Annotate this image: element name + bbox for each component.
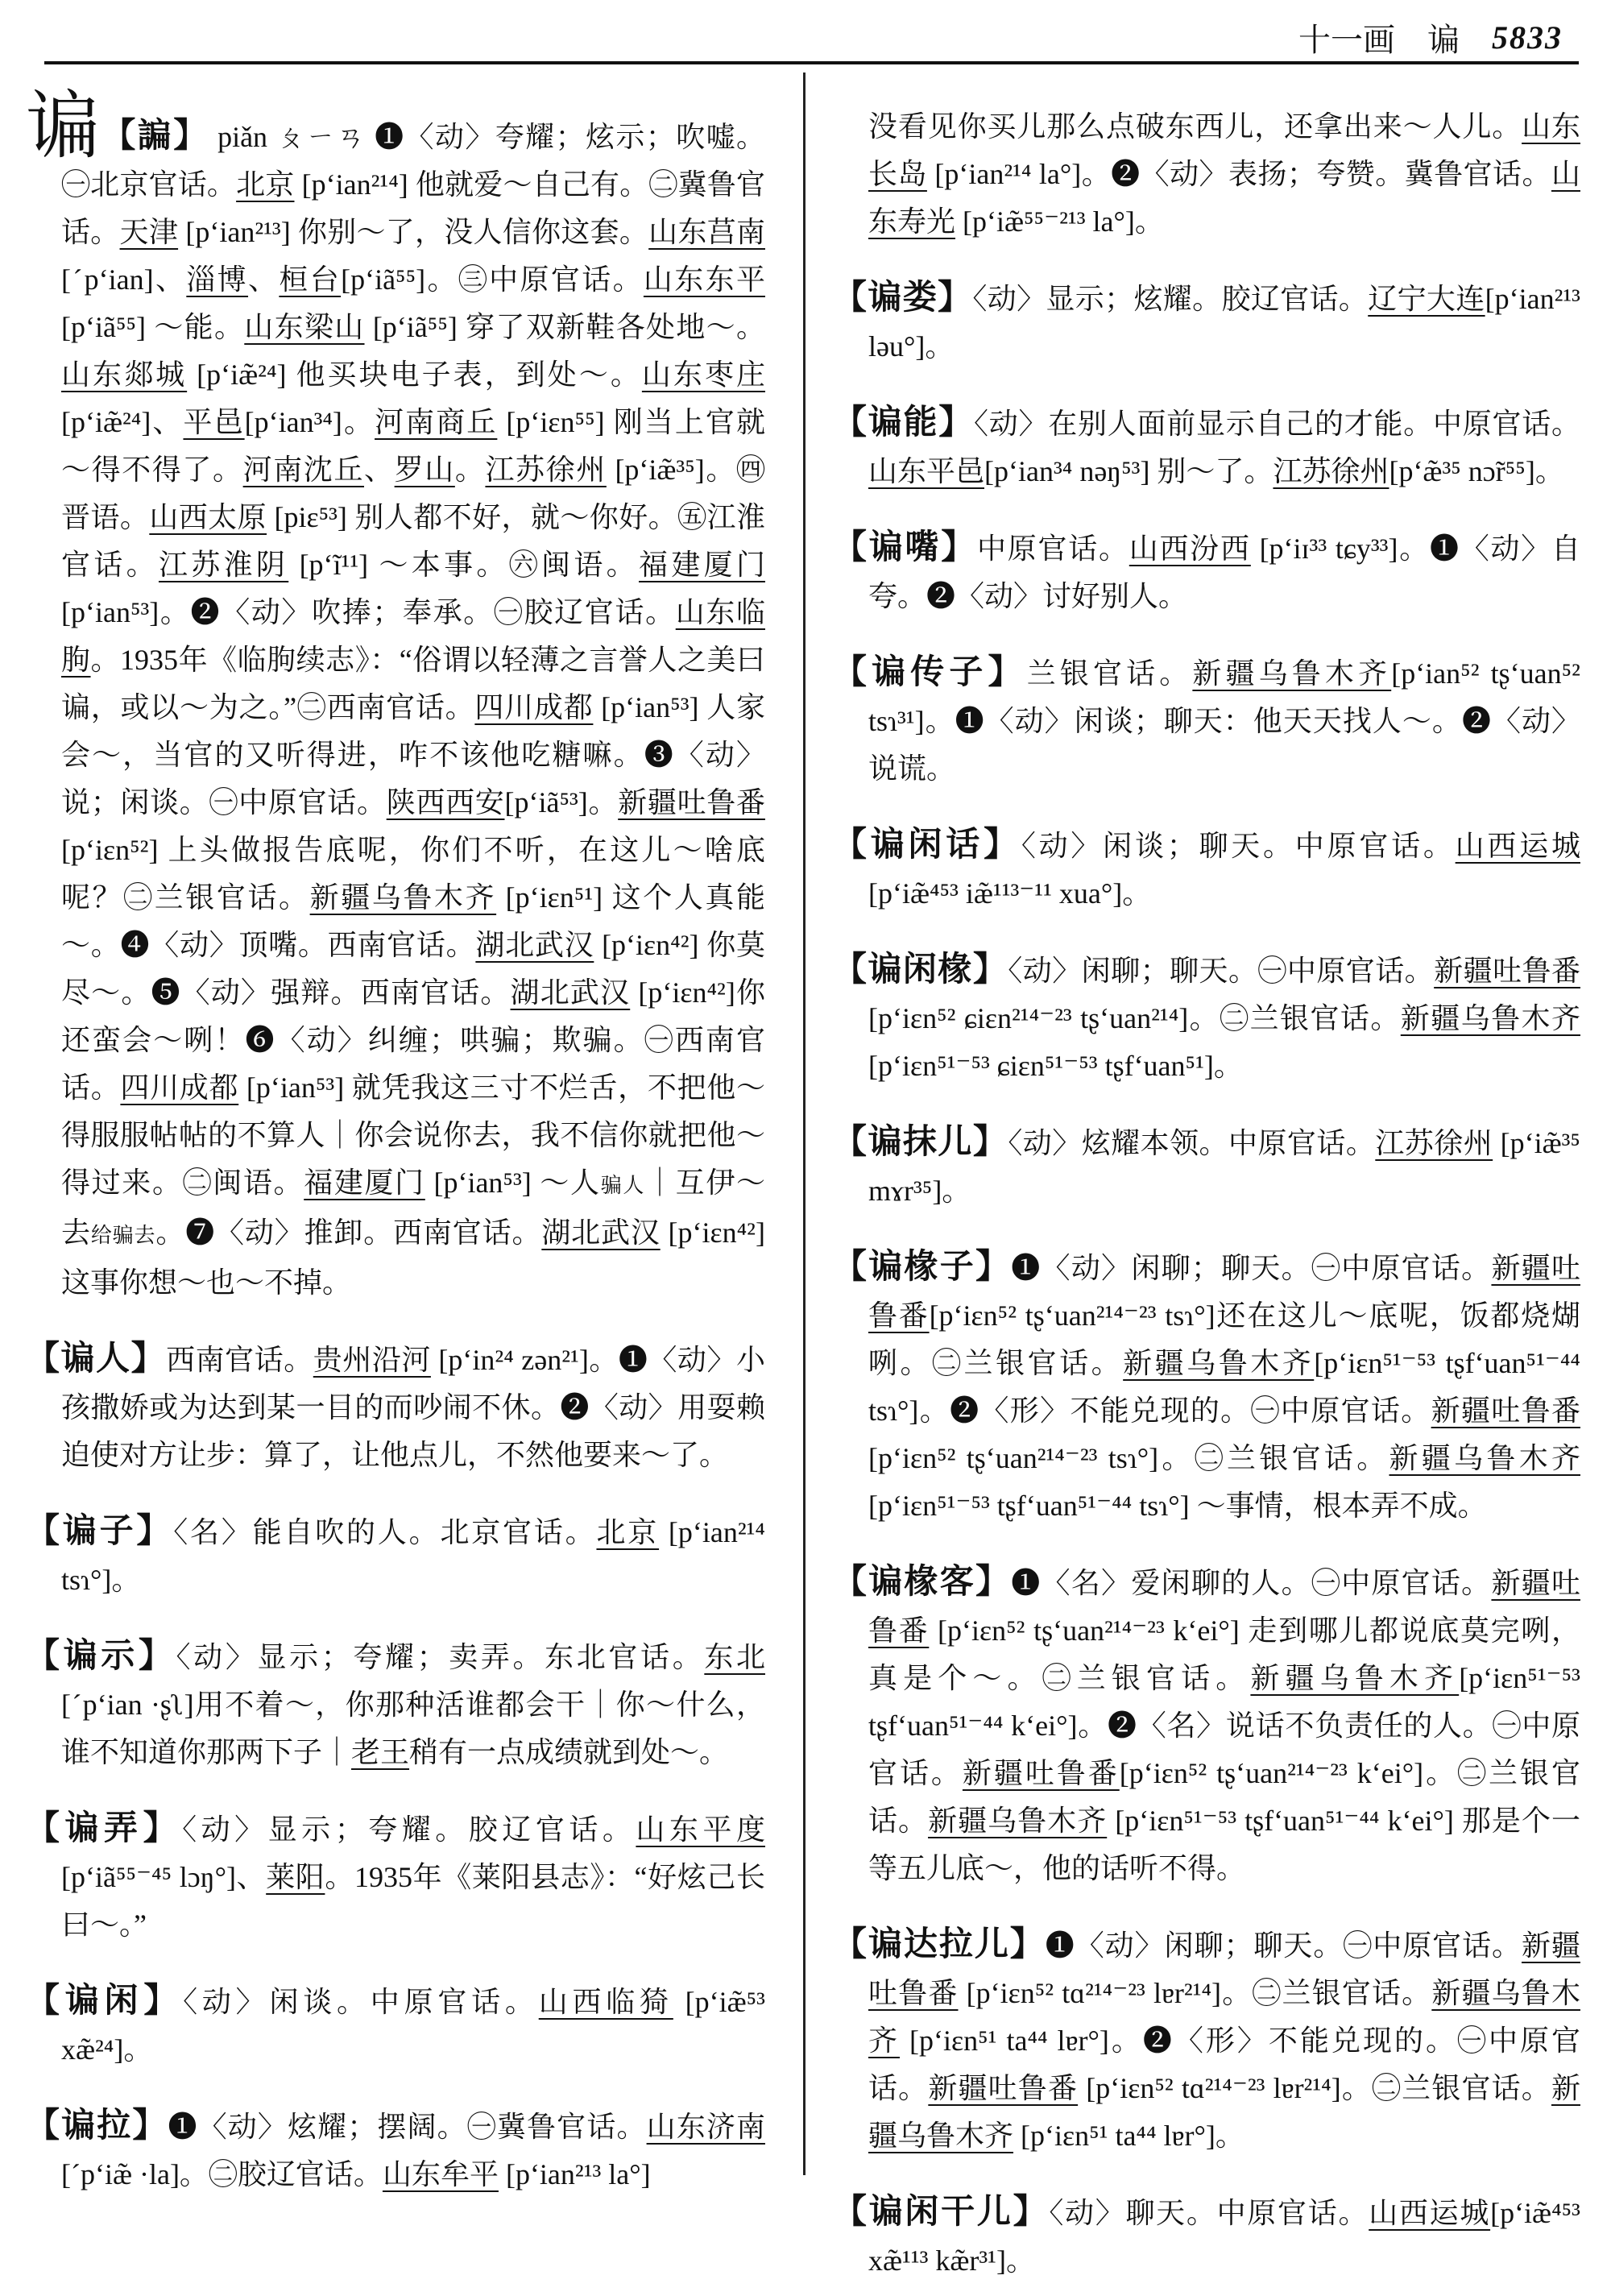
definition-text: 。1935年《临朐续志》：“俗谓以轻薄之言誉人之美曰谝，或以～为之。”㊁西南官话。 [61,644,765,723]
definition-text: [p‘iɛn⁴²] 你莫尽～。❺〈动〉强辩。西南官话。 [61,929,765,1009]
place-name: 山东平度 [636,1813,765,1846]
dictionary-entry [833,1559,1580,1892]
dictionary-entry [26,85,766,1307]
dictionary-entry [26,1633,765,1776]
entry-headword: 【谝子】 [26,1513,174,1550]
definition-text: 、 [364,454,395,486]
definition-text: [p‘ian²¹⁴ tsɿ°]。 [61,1516,765,1596]
place-name: 四川成都 [474,691,594,723]
definition-text: 中原官话。 [977,533,1129,565]
definition-text: [p‘iɛn⁵² tʂ‘uan²¹⁴⁻²³ k‘ei°] 走到哪儿都说底莫完咧，真是个～。㊁兰银官话。 [868,1614,1580,1694]
entry-headword: 【谝椽客】 [833,1564,1012,1601]
definition-text: [p‘iæ̃⁵⁵⁻²¹³ la°]。 [955,205,1164,238]
header-character: 谝 [1427,21,1460,58]
definition-text: [p‘ĩ¹¹] ～本事。㊅闽语。 [288,549,639,581]
right-column [833,74,1580,2296]
definition-text: [p‘ian⁵³]。❷〈动〉吹捧；奉承。㊀胶辽官话。 [61,596,676,628]
definition-text: [p‘ian⁵³] 人家会～，当官的又听得进，咋不该他吃糖嘛。❸〈动〉说；闲谈。㊀中原官话。 [61,691,765,819]
definition-text: 〈动〉聊天。中原官话。 [1049,2197,1369,2229]
definition-text: [p‘iɛn⁵¹ ta⁴⁴ lɐr°]。 [1013,2120,1244,2152]
entry-headword: 【谝闲干儿】 [833,2194,1050,2231]
place-name: 天津 [119,216,179,248]
definition-text: 〈动〉显示；夸耀；卖弄。东北官话。 [176,1641,705,1673]
running-header [1240,15,1563,60]
definition-text: [p‘iæ̃³⁵]。㊃晋语。 [61,454,765,533]
zhuyin: ㄆㄧㄢ [275,121,367,153]
stroke-count-label: 十一画 [1298,21,1395,58]
definition-text: [p‘iã⁵⁵⁻⁴⁵ lɔŋ°]、 [61,1861,267,1893]
dictionary-entry [833,649,1580,793]
definition-text: 〈动〉闲谈；聊天。中原官话。 [1021,830,1456,862]
dictionary-entry [26,1805,765,1949]
place-name: 山东枣庄 [641,358,765,391]
definition-text: [p‘iɛn⁵¹ ta⁴⁴ lɐr°]。❷〈形〉不能兑现的。㊀中原官话。 [868,2025,1580,2104]
definition-text: [p‘iɛn⁵¹⁻⁵³ tʂf‘uan⁵¹⁻⁴⁴ k‘ei°]。❷〈名〉说话不负责任的人。㊀中原官话。 [868,1662,1580,1789]
place-name: 山东郯城 [61,358,188,391]
definition-text: [p‘ian³⁴]。 [244,406,375,438]
place-name: 新疆乌鲁木齐 [309,881,497,914]
dictionary-entry [26,1508,765,1604]
definition-text: [p‘iɛn⁵¹] 这个人真能～。❹〈动〉顶嘴。西南官话。 [61,881,765,961]
definition-text: [p‘ian²¹⁴] 他就爱～自己有。㊁冀鲁官话。 [61,168,765,248]
definition-text: 。1935年《莱阳县志》：“好炫己长曰～。” [61,1861,765,1941]
place-name: 新疆乌鲁木齐 [868,1977,1580,2057]
definition-text: ｜互伊～去 [61,1167,765,1249]
place-name: 新疆乌鲁木齐 [1250,1662,1460,1694]
definition-text: [p‘iɛn⁵² ɕiɛn²¹⁴⁻²³ tʂ‘uan²¹⁴]。㊁兰银官话。 [868,1002,1401,1034]
gloss: 给骗去 [90,1224,156,1247]
column-divider [803,73,806,2175]
place-name: 山东牟平 [382,2158,499,2190]
definition-text: 西南官话。 [166,1344,313,1376]
place-name: 莱阳 [266,1861,325,1893]
place-name: 湖北武汉 [475,929,594,961]
place-name: 新疆吐鲁番 [1434,955,1580,987]
entry-headword: 【谝闲】 [26,1983,184,2020]
definition-text: [p‘ian²¹³ ləu°]。 [868,283,1580,363]
definition-text: [p‘iɛn⁵² tɑ²¹⁴⁻²³ lɐr²¹⁴]。㊁兰银官话。 [1078,2072,1551,2104]
definition-text: [p‘iæ̃⁴⁵³ xæ̃¹¹³ kæ̃r³¹]。 [868,2197,1580,2277]
definition-text: [p‘iã⁵⁵] 穿了双新鞋各处地～。 [364,311,765,343]
definition-text: [p‘iɛn⁵¹⁻⁵³ tʂf‘uan⁵¹⁻⁴⁴ tsɿ°] ～事情，根本弄不成。 [868,1490,1487,1522]
entry-headword: 【谝弄】 [26,1810,183,1847]
place-name: 山西汾西 [1129,533,1251,565]
place-name: 湖北武汉 [510,976,631,1009]
definition-text: [p‘ian⁵³] ～人 [424,1167,601,1199]
headword: 谝 [26,85,102,168]
definition-text: [p‘iɛn⁵² tʂ‘uan²¹⁴⁻²³ tsɿ°]还在这儿～底呢，饭都烧煳咧。㊁兰银官话。 [868,1299,1580,1379]
definition-text: [p‘iɛn⁵² tʂ‘uan²¹⁴⁻²³ k‘ei°]。㊁兰银官话。 [868,1757,1580,1837]
definition-text: ❶〈动〉闲聊；聊天。㊀中原官话。 [1011,1252,1492,1284]
place-name: 新疆乌鲁木齐 [868,2072,1580,2152]
place-name: 福建厦门 [304,1167,425,1199]
definition-text: [p‘ian³⁴ nəŋ⁵³] 别～了。 [984,455,1273,487]
definition-text: ❶〈名〉爱闲聊的人。㊀中原官话。 [1011,1567,1492,1599]
place-name: 老王 [351,1736,410,1768]
place-name: 新疆吐鲁番 [868,1929,1580,2009]
place-name: 新疆乌鲁木齐 [1400,1002,1580,1034]
definition-text: [p‘iɛn⁵¹⁻⁵³ tʂf‘uan⁵¹⁻⁴⁴ tsɿ°]。❷〈形〉不能兑现的。㊀中原官话。 [868,1347,1580,1427]
definition-text: [p‘ian²¹⁴ la°]。❷〈动〉表扬；夸赞。冀鲁官话。 [926,158,1551,190]
definition-text: [p‘iã⁵⁵]。㊂中原官话。 [341,263,644,296]
definition-text: [p‘iæ̃⁴⁵³ iæ̃¹¹³⁻¹¹ xua°]。 [868,877,1152,910]
place-name: 四川成都 [120,1071,239,1104]
place-name: 贵州沿河 [313,1344,431,1376]
entry-headword: 【谝传子】 [833,654,1027,691]
place-name: 山西运城 [1369,2197,1491,2229]
place-name: 山东梁山 [244,311,365,343]
definition-text: 〈动〉显示；夸耀。胶辽官话。 [182,1813,636,1846]
place-name: 山东寿光 [868,158,1580,238]
dictionary-entry [833,103,1580,246]
header-rule [44,61,1579,64]
definition-text: 兰银官话。 [1026,657,1193,690]
place-name: 山东临朐 [61,596,765,676]
place-name: 山东济南 [646,2111,765,2143]
place-name: 新疆吐鲁番 [618,786,765,819]
entry-headword: 【谝闲话】 [833,827,1021,864]
definition-text: [ˊp‘iæ̃ ·la]。㊁胶辽官话。 [61,2158,383,2190]
entry-headword: 【谝达拉儿】 [833,1926,1046,1963]
dictionary-entry [26,1336,765,1479]
definition-text: [p‘iã⁵⁵] ～能。 [61,311,245,343]
dictionary-entry [833,275,1580,371]
definition-text: [p‘æ̃³⁵ nɔ̃r⁵⁵]。 [1389,455,1564,487]
place-name: 江苏徐州 [485,454,607,486]
definition-text: [p‘iɛn⁵¹⁻⁵³ ɕiɛn⁵¹⁻⁵³ tʂf‘uan⁵¹]。 [868,1050,1243,1082]
definition-text: [ˊp‘ian]、 [61,263,187,296]
place-name: 新疆吐鲁番 [1431,1395,1580,1427]
dictionary-entry [26,2103,765,2199]
dictionary-entry [833,1921,1580,2160]
definition-text: 〈名〉能自吹的人。北京官话。 [173,1516,597,1548]
place-name: 新疆吐鲁番 [868,1252,1580,1332]
definition-text: 〈动〉在别人面前显示自己的才能。中原官话。 [974,408,1580,440]
definition-text: [p‘iã⁵³]。 [504,786,619,819]
gloss: 骗人 [600,1174,646,1197]
definition-text: ❶〈动〉炫耀；摆阔。㊀冀鲁官话。 [168,2111,647,2143]
place-name: 淄博 [186,263,249,296]
dictionary-entry [833,400,1580,495]
place-name: 新疆吐鲁番 [868,1567,1580,1647]
definition-text: 。 [454,454,486,486]
place-name: 辽宁大连 [1368,283,1485,315]
entry-headword: 【谝闲椽】 [833,951,1008,988]
definition-text: 。❼〈动〉推卸。西南官话。 [155,1216,542,1249]
place-name: 东北 [704,1641,765,1673]
definition-text: [p‘iɛn⁵² tɑ²¹⁴⁻²³ lɐr²¹⁴]。㊁兰银官话。 [958,1977,1432,2009]
definition-text: [p‘iɛn⁵⁵] 刚当上官就～得不得了。 [61,406,765,486]
place-name: 罗山 [394,454,455,486]
place-name: 平邑 [183,406,245,438]
definition-text: [p‘in²⁴ zən²¹]。❶〈动〉小孩撒娇或为达到某一目的而吵闹不休。❷〈动〉用耍赖迫使对方让步：算了，让他点儿，不然他要来～了。 [61,1344,765,1471]
page-number: 5833 [1492,19,1563,56]
dictionary-entry [833,2189,1580,2285]
place-name: 新疆吐鲁番 [962,1757,1120,1789]
place-name: 湖北武汉 [541,1216,661,1249]
variant-form: 【諞】 [101,118,209,155]
definition-text: 〈动〉显示；炫耀。胶辽官话。 [972,283,1369,315]
definition-text: [p‘iɛn⁵² tʂ‘uan²¹⁴⁻²³ tsɿ°]。㊁兰银官话。 [868,1442,1389,1474]
definition-text: 〈动〉炫耀本领。中原官话。 [1008,1127,1376,1159]
definition-text: [p‘iæ̃²⁴] 他买块电子表，到处～。 [187,358,642,391]
definition-text: ❶〈动〉闲聊；聊天。㊀中原官话。 [1045,1929,1522,1962]
definition-text: [p‘iæ̃⁵³ xæ̃²⁴]。 [61,1986,765,2066]
dictionary-entry [833,1119,1580,1215]
pinyin: piǎn [217,121,268,153]
place-name: 山东莒南 [648,216,765,248]
place-name: 福建厦门 [639,549,765,581]
place-name: 山东长岛 [868,110,1580,190]
place-name: 江苏徐州 [1375,1127,1493,1159]
dictionary-entry [26,1978,765,2074]
definition-text: [p‘iɛn⁴²] 这事你想～也～不掉。 [61,1216,765,1299]
entry-headword: 【谝娄】 [833,280,973,317]
dictionary-entry [833,1244,1580,1530]
definition-text: [p‘ian⁵³] 就凭我这三寸不烂舌，不把他～得服服帖帖的不算人｜你会说你去，我不信你就把他～得过来。㊁闽语。 [61,1071,765,1199]
definition-text: [p‘iɛn⁵¹⁻⁵³ tʂf‘uan⁵¹⁻⁴⁴ k‘ei°] 那是个一等五儿底～，他的话听不得。 [868,1805,1580,1884]
entry-headword: 【谝嘴】 [833,529,978,566]
dictionary-entry [833,947,1580,1090]
entry-headword: 【谝人】 [26,1341,167,1378]
entry-headword: 【谝椽子】 [833,1249,1012,1286]
place-name: 北京 [596,1516,660,1548]
entry-headword: 【谝抹儿】 [833,1124,1008,1161]
place-name: 江苏淮阴 [158,549,289,581]
place-name: 北京 [236,168,295,201]
definition-text: [piɛ⁵³] 别人都不好，就～你好。㊄江淮官话。 [61,501,765,581]
definition-text: [p‘iɛn⁴²]你还蛮会～咧！❻〈动〉纠缠；哄骗；欺骗。㊀西南官话。 [61,976,765,1104]
definition-text: [p‘ian²¹³ la°] [498,2158,651,2190]
definition-text: 稍有一点成绩就到处～。 [409,1736,729,1768]
place-name: 新疆吐鲁番 [928,2072,1079,2104]
definition-text: [p‘ian²¹³] 你别～了，没人信你这套。 [178,216,649,248]
place-name: 山东平邑 [868,455,985,487]
place-name: 山西太原 [149,501,267,533]
left-column [26,74,765,2210]
dictionary-entry [833,524,1580,620]
definition-text: 、 [248,263,280,296]
definition-text: [p‘iæ̃²⁴]、 [61,406,184,438]
place-name: 山西运城 [1455,830,1580,862]
place-name: 桓台 [279,263,342,296]
place-name: 新疆乌鲁木齐 [928,1805,1108,1837]
definition-text: ❶〈动〉夸耀；炫示；吹嘘。㊀北京官话。 [61,121,766,201]
definition-text: [ˊp‘ian ·ʂʅ]用不着～，你那种活谁都会干｜你～什么，谁不知道你那两下子｜ [61,1689,765,1768]
place-name: 江苏徐州 [1273,455,1389,487]
definition-text: 没看见你买儿那么点破东西儿，还拿出来～人儿。 [868,110,1522,143]
place-name: 陕西西安 [386,786,505,819]
definition-text: [p‘iɛn⁵²] 上头做报告底呢，你们不听，在这儿～啥底呢？㊁兰银官话。 [61,834,765,914]
definition-text: [p‘iæ̃³⁵ mɤr³⁵]。 [868,1127,1580,1207]
place-name: 河南沈丘 [242,454,365,486]
entry-headword: 【谝示】 [26,1638,176,1675]
entry-headword: 【谝能】 [833,404,974,441]
entry-headword: 【谝拉】 [26,2107,168,2145]
definition-text: 〈动〉闲谈。中原官话。 [183,1986,539,2018]
place-name: 山东东平 [643,263,765,296]
place-name: 河南商丘 [375,406,498,438]
definition-text: [p‘iɪ³³ tɕy³³]。❶〈动〉自夸。❷〈动〉讨好别人。 [868,533,1580,612]
definition-text: 〈动〉闲聊；聊天。㊀中原官话。 [1008,955,1435,987]
place-name: 山西临猗 [538,1986,673,2018]
dictionary-entry [833,822,1580,918]
place-name: 新疆乌鲁木齐 [1192,657,1392,690]
definition-text: [p‘ian⁵² tʂ‘uan⁵² tsɿ³¹]。❶〈动〉闲谈；聊天：他天天找人～。❷〈动〉说谎。 [868,657,1580,785]
place-name: 新疆乌鲁木齐 [1389,1442,1580,1474]
place-name: 新疆乌鲁木齐 [1123,1347,1315,1379]
